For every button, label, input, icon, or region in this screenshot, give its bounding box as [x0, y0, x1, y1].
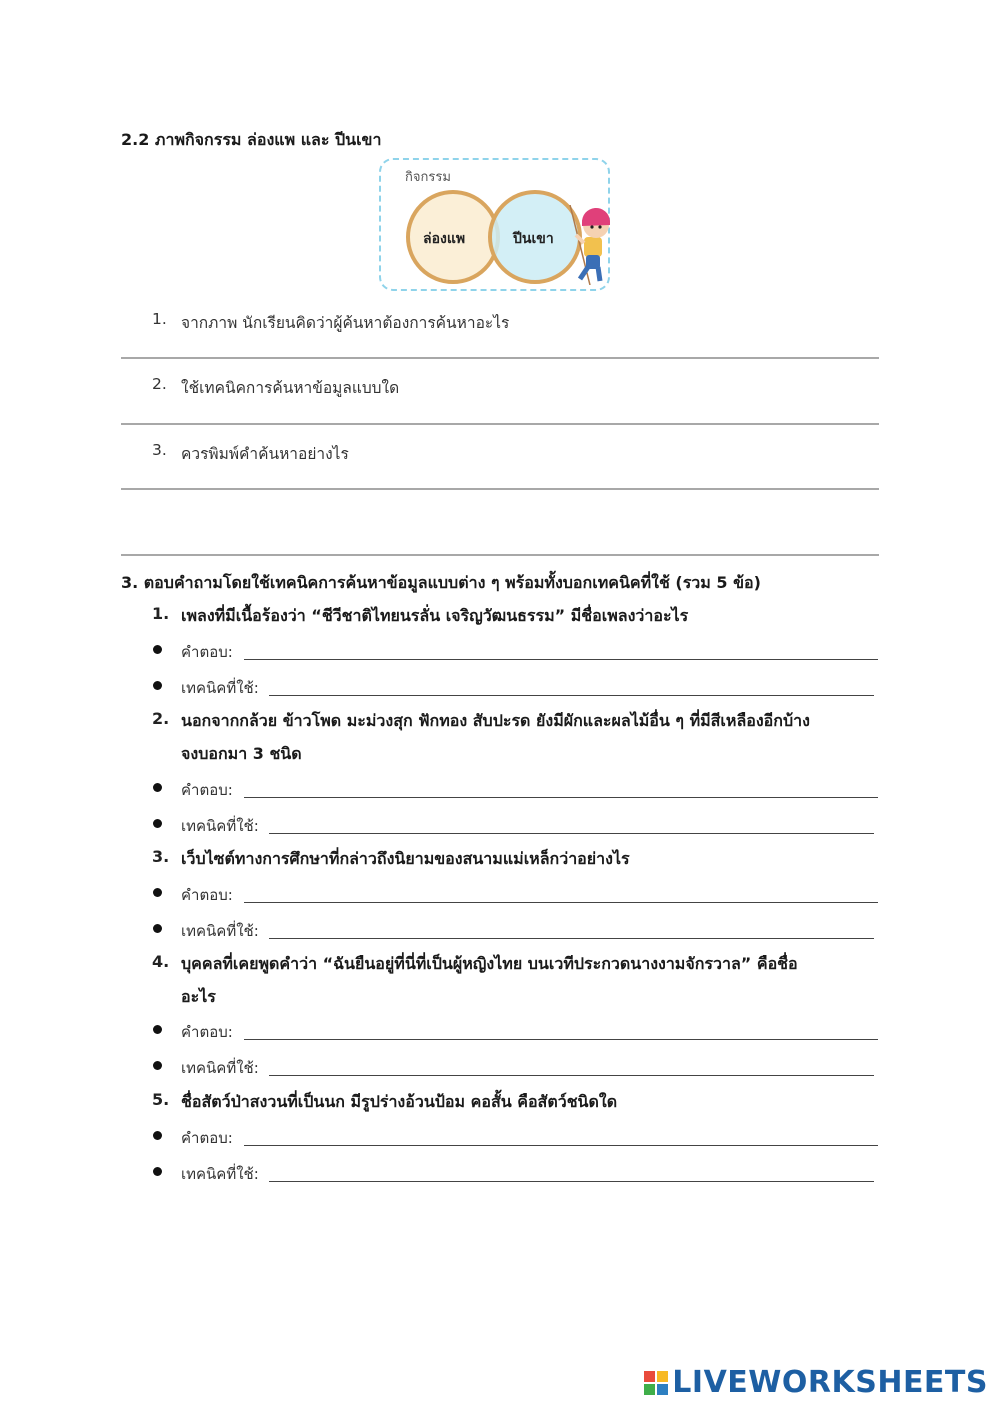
q3-5-text: ชื่อสัตว์ป่าสงวนที่เป็นนก มีรูปร่างอ้วนป้อม คอสั้น คือสัตว์ชนิดใด	[181, 1092, 618, 1111]
bullet	[153, 645, 162, 654]
q3-5-number: 5.	[152, 1090, 170, 1109]
q3-2-text-line2: จงบอกมา 3 ชนิด	[181, 744, 302, 763]
q3-5-answer-field[interactable]	[244, 1145, 878, 1146]
q3-3-answer-label: คำตอบ:	[181, 886, 233, 904]
q2-1-number: 1.	[152, 310, 167, 328]
q2-3-number: 3.	[152, 441, 167, 459]
q3-1-text: เพลงที่มีเนื้อร้องว่า “ชีวีชาติไทยนรลั่น เจริญวัฒนธรรม” มีชื่อเพลงว่าอะไร	[181, 606, 689, 625]
q3-4-answer-label: คำตอบ:	[181, 1023, 233, 1041]
q3-2-number: 2.	[152, 709, 170, 728]
q3-2-technique-label: เทคนิคที่ใช้:	[181, 817, 259, 835]
section-3-heading: 3. ตอบคำถามโดยใช้เทคนิคการค้นหาข้อมูลแบบต่าง ๆ พร้อมทั้งบอกเทคนิคที่ใช้ (รวม 5 ข้อ)	[121, 573, 761, 592]
q3-5-technique-label: เทคนิคที่ใช้:	[181, 1165, 259, 1183]
venn-title: กิจกรรม	[405, 170, 451, 185]
q3-5-technique-field[interactable]	[269, 1181, 874, 1182]
bullet	[153, 888, 162, 897]
q3-4-text-line2: อะไร	[181, 987, 216, 1006]
q3-2-answer-field[interactable]	[244, 797, 878, 798]
q3-2-answer-label: คำตอบ:	[181, 781, 233, 799]
q3-3-number: 3.	[152, 847, 170, 866]
q3-1-technique-field[interactable]	[269, 695, 874, 696]
q3-3-answer-field[interactable]	[244, 902, 878, 903]
q2-3-answer-line[interactable]	[121, 488, 879, 490]
q3-3-technique-label: เทคนิคที่ใช้:	[181, 922, 259, 940]
q2-2-answer-line[interactable]	[121, 423, 879, 425]
venn-right-label: ปีนเขา	[513, 231, 554, 247]
q3-3-technique-field[interactable]	[269, 938, 874, 939]
q3-1-number: 1.	[152, 604, 170, 623]
q3-4-technique-label: เทคนิคที่ใช้:	[181, 1059, 259, 1077]
q3-4-answer-field[interactable]	[244, 1039, 878, 1040]
section-2-heading: 2.2 ภาพกิจกรรม ล่องแพ และ ปีนเขา	[121, 130, 382, 149]
bullet	[153, 1061, 162, 1070]
q2-3-text: ควรพิมพ์คำค้นหาอย่างไร	[181, 445, 349, 463]
bullet	[153, 1167, 162, 1176]
q2-3-answer-line-2[interactable]	[121, 554, 879, 556]
q3-2-technique-field[interactable]	[269, 833, 874, 834]
venn-left-label: ล่องแพ	[423, 231, 466, 247]
q3-1-answer-field[interactable]	[244, 659, 878, 660]
bullet	[153, 819, 162, 828]
brand-text: LIVEWORKSHEETS	[672, 1365, 988, 1400]
q3-3-text: เว็บไซต์ทางการศึกษาที่กล่าวถึงนิยามของสนามแม่เหล็กว่าอย่างไร	[181, 849, 630, 868]
q3-4-text-line1: บุคคลที่เคยพูดคำว่า “ฉันยืนอยู่ที่นี่ที่เป็นผู้หญิงไทย บนเวทีประกวดนางงามจักรวาล” คือชื่อ	[181, 954, 798, 973]
q3-1-technique-label: เทคนิคที่ใช้:	[181, 679, 259, 697]
q2-2-text: ใช้เทคนิคการค้นหาข้อมูลแบบใด	[181, 379, 400, 397]
q2-2-number: 2.	[152, 375, 167, 393]
q2-1-answer-line[interactable]	[121, 357, 879, 359]
q2-1-text: จากภาพ นักเรียนคิดว่าผู้ค้นหาต้องการค้นหาอะไร	[181, 314, 510, 332]
q3-2-text-line1: นอกจากกล้วย ข้าวโพด มะม่วงสุก ฟักทอง สับปะรด ยังมีผักและผลไม้อื่น ๆ ที่มีสีเหลืองอีกบ้าง	[181, 711, 810, 730]
bullet	[153, 1025, 162, 1034]
bullet	[153, 1131, 162, 1140]
bullet	[153, 783, 162, 792]
q3-4-technique-field[interactable]	[269, 1075, 874, 1076]
q3-4-number: 4.	[152, 952, 170, 971]
liveworksheets-logo[interactable]	[644, 1365, 988, 1400]
q3-1-answer-label: คำตอบ:	[181, 643, 233, 661]
q3-5-answer-label: คำตอบ:	[181, 1129, 233, 1147]
climber-illustration-icon	[560, 205, 630, 285]
bullet	[153, 924, 162, 933]
bullet	[153, 681, 162, 690]
logo-grid-icon	[644, 1371, 668, 1395]
